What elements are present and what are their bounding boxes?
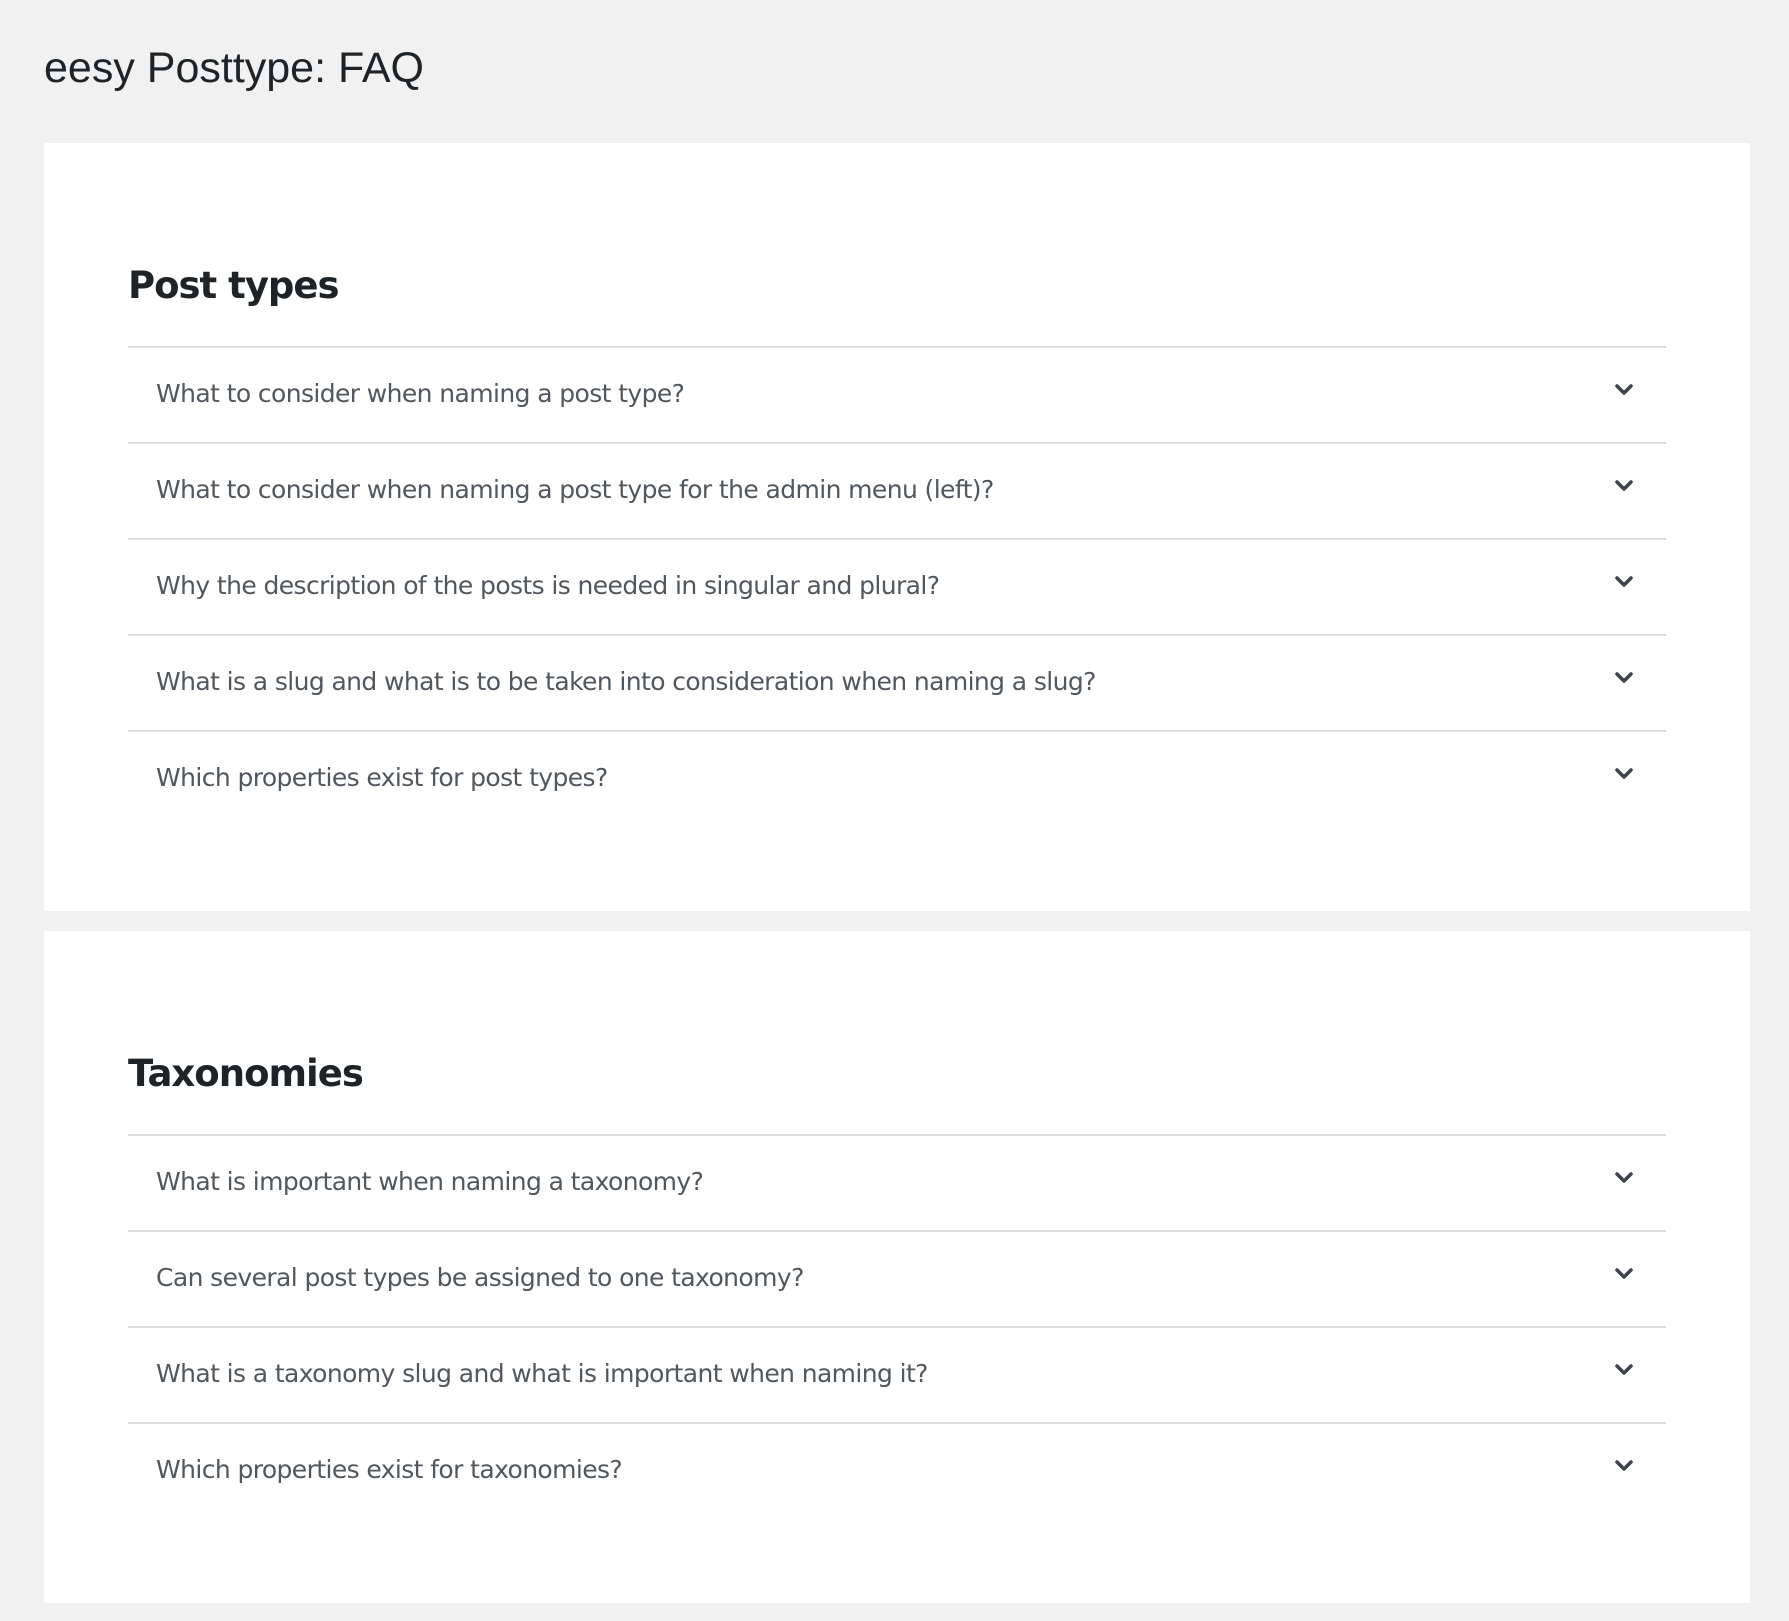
faq-item[interactable] [128, 1134, 1666, 1230]
faq-item[interactable] [128, 1230, 1666, 1326]
faq-question: What to consider when naming a post type for the admin menu (left)? [156, 475, 994, 504]
faq-question: What to consider when naming a post type? [156, 379, 685, 408]
faq-list-taxonomies [128, 1134, 1666, 1518]
chevron-down-icon[interactable] [1612, 666, 1636, 690]
chevron-down-icon[interactable] [1612, 1166, 1636, 1190]
chevron-down-icon[interactable] [1612, 1358, 1636, 1382]
chevron-down-icon[interactable] [1612, 474, 1636, 498]
faq-question: Why the description of the posts is needed in singular and plural? [156, 571, 940, 600]
faq-item[interactable] [128, 1326, 1666, 1422]
section-heading-taxonomies: Taxonomies [128, 1052, 363, 1095]
faq-item[interactable] [128, 634, 1666, 730]
page-title: eesy Posttype: FAQ [44, 44, 425, 92]
faq-item[interactable] [128, 346, 1666, 442]
chevron-down-icon[interactable] [1612, 762, 1636, 786]
faq-question: Which properties exist for taxonomies? [156, 1455, 623, 1484]
faq-question: Which properties exist for post types? [156, 763, 608, 792]
section-heading-post-types: Post types [128, 264, 339, 307]
faq-panel-taxonomies [44, 931, 1750, 1603]
faq-item[interactable] [128, 1422, 1666, 1518]
faq-panel-post-types [44, 143, 1750, 911]
chevron-down-icon[interactable] [1612, 1454, 1636, 1478]
faq-item[interactable] [128, 442, 1666, 538]
faq-item[interactable] [128, 538, 1666, 634]
chevron-down-icon[interactable] [1612, 378, 1636, 402]
faq-list-post-types [128, 346, 1666, 826]
faq-item[interactable] [128, 730, 1666, 826]
chevron-down-icon[interactable] [1612, 1262, 1636, 1286]
chevron-down-icon[interactable] [1612, 570, 1636, 594]
faq-question: What is a slug and what is to be taken into consideration when naming a slug? [156, 667, 1096, 696]
faq-question: What is important when naming a taxonomy? [156, 1167, 704, 1196]
faq-question: What is a taxonomy slug and what is important when naming it? [156, 1359, 928, 1388]
faq-question: Can several post types be assigned to one taxonomy? [156, 1263, 804, 1292]
